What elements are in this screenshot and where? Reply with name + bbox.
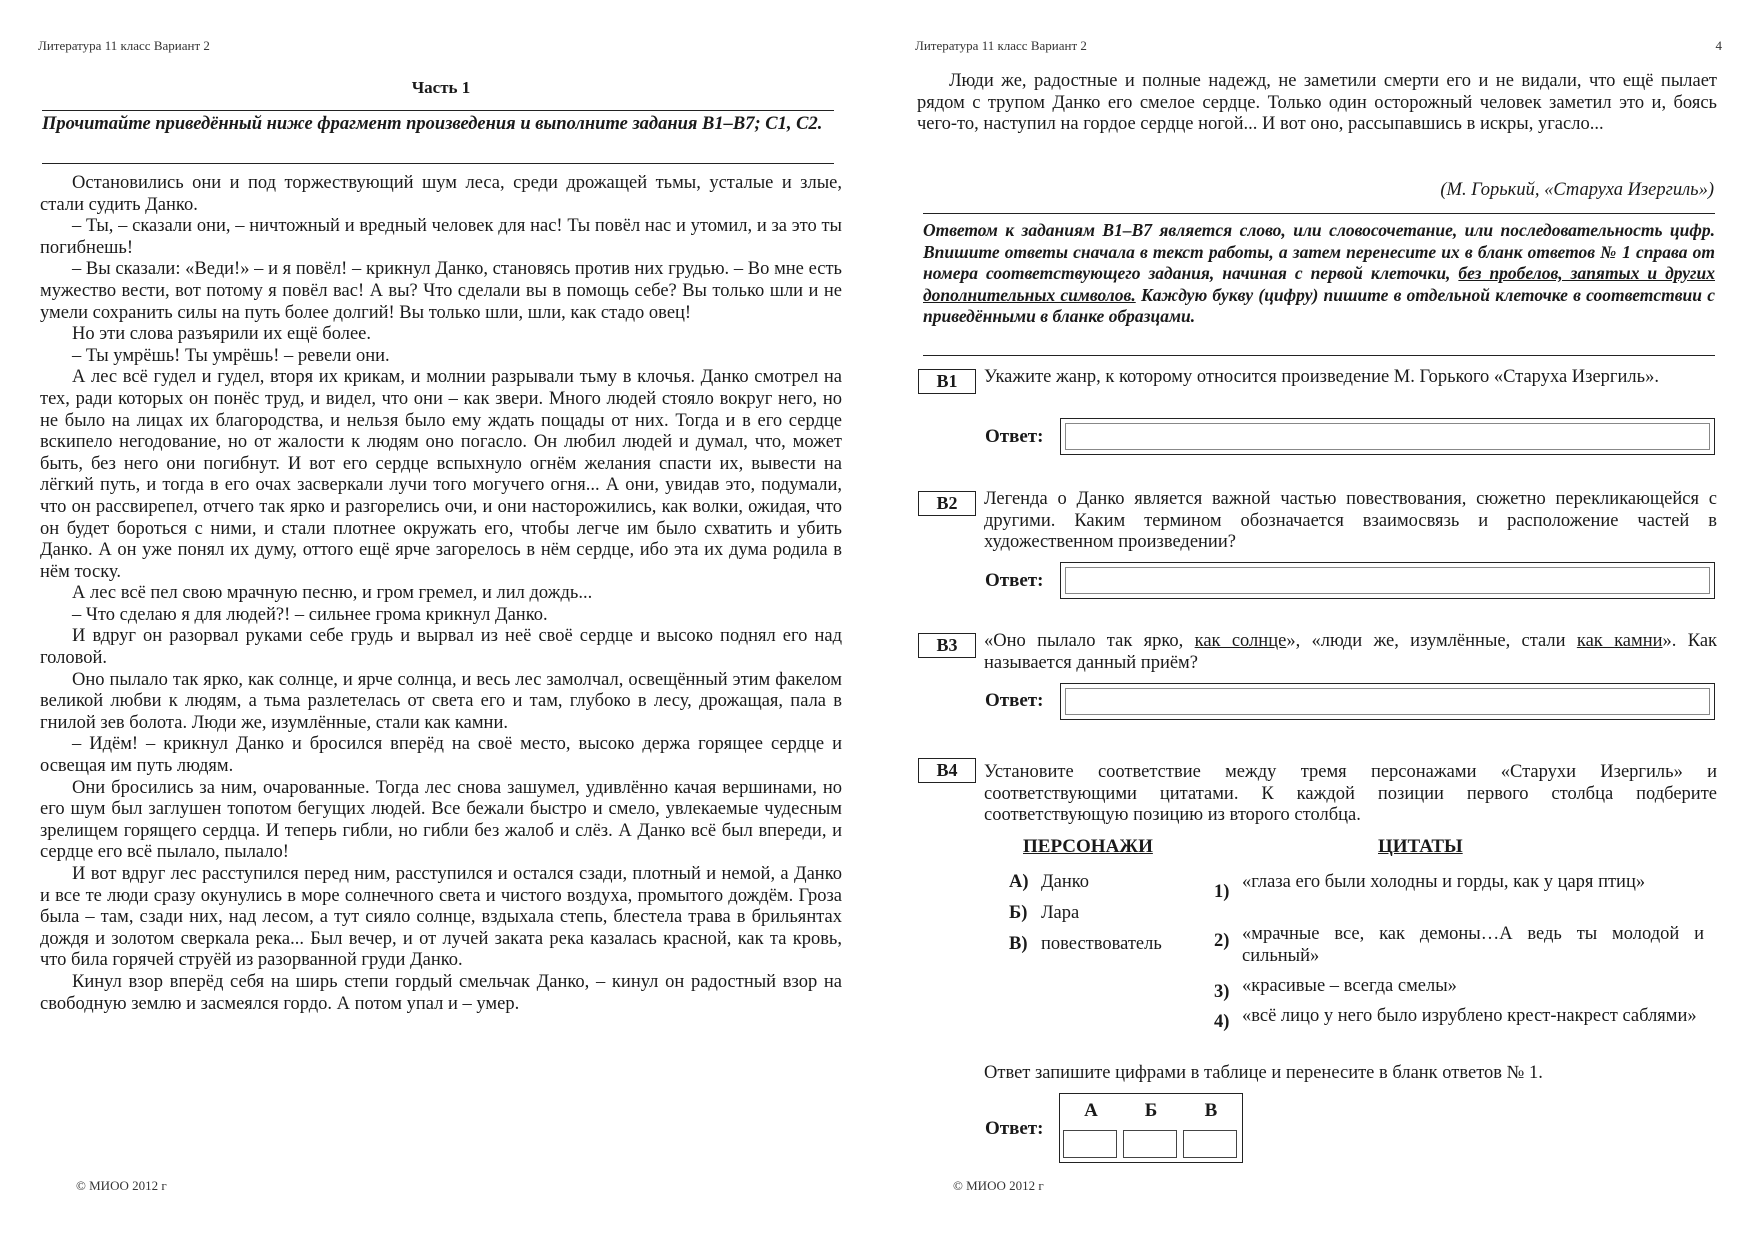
answer-field-b2[interactable] (1060, 562, 1715, 599)
answer-label-b4: Ответ: (985, 1118, 1044, 1139)
instruction-text: Каждую букву (цифру) пишите в отдельной клеточке в соответствии с приведёнными в бланке образцами. (923, 284, 1715, 326)
characters-header: ПЕРСОНАЖИ (1023, 836, 1153, 857)
text-paragraph: Но эти слова разъярили их ещё более. (72, 324, 372, 345)
text-paragraph: – Ты умрёшь! Ты умрёшь! – ревели они. (72, 345, 390, 366)
quote-highlight: как камни (1576, 631, 1663, 651)
page-number: 4 (1715, 38, 1722, 53)
question-label-b4: B4 (918, 758, 976, 783)
instruction-emphasis: без пробелов, запятых и других дополнительных символов. (923, 263, 1716, 305)
quote-text: «глаза его были холодны и горды, как у царя птиц» (1242, 872, 1646, 892)
question-text: «Оно пылало так ярко, (984, 631, 1195, 651)
character-marker: А) (1009, 872, 1029, 892)
page-footer: © МИОО 2012 г (953, 1178, 1044, 1193)
page-footer: © МИОО 2012 г (76, 1178, 167, 1193)
text-paragraph: А лес всё гудел и гудел, вторя их крикам, и молнии разрывали тьму в клочья. Данко смотрел на тех, ради которых он понёс труд, и видел, что они – как звери. Много людей стояло вокруг него, но не было на лицах их благородства, и нельзя было ему ждать пощады от них. Тогда и в его сердце вскипело негодование, но от жалости к людям оно погасло. Он любил людей и думал, что, может быть, без него они погибнут. И вот его сердце вспыхнуло огнём желания спасти их, вывести на лёгкий путь, и тогда в его очах засверкали лучи того могучего огня... А они, увидав это, подумали, что он рассвирепел, отчего так ярко и разгорелись очи, и они насторожились, как волки, ожидая, что он будет бороться с ними, и стали плотнее окружать его, чтобы легче им было схватить и убить Данко. А он уже понял их думу, оттого ещё ярче загорелось в нём сердце, ибо эта их дума родила в нём тоску. (40, 367, 842, 582)
character-item (1009, 934, 1162, 956)
text-paragraph: И вот вдруг лес расступился перед ним, расступился и остался сзади, плотный и немой, а Данко и все те люди сразу окунулись в море солнечного света и чистого воздуха, промытого дождём. Гроза была – там, сзади них, над лесом, а тут сияло солнце, вздыхала степь, блестела трава в брильянтах дождя и золотом сверкала река... Был вечер, и от лучей заката река казалась красной, как та кровь, что била горячей струёй из разорванной груди Данко. (40, 864, 842, 971)
table-header: В (1204, 1100, 1218, 1121)
divider (923, 213, 1715, 214)
character-name: Лара (1041, 903, 1080, 923)
literary-text (40, 173, 842, 1015)
quote-number: 1) (1214, 882, 1230, 902)
question-text: », «люди же, изумлённые, стали (1286, 631, 1577, 651)
text-paragraph: – Вы сказали: «Веди!» – и я повёл! – крикнул Данко, становясь против них грудью. – Во мне есть мужество вести, вот потому я повёл вас! А вы? Что сделали вы в помощь себе? Вы только шли и не умели сохранить силы на путь более долгий! Вы только шли, шли, как стадо овец! (40, 259, 842, 323)
answer-label-b2: Ответ: (985, 570, 1044, 591)
text-paragraph: Кинул взор вперёд себя на ширь степи гордый смельчак Данко, – кинул он радостный взор на свободную землю и засмеялся гордо. А потом упал и – умер. (40, 971, 842, 1014)
divider (923, 355, 1715, 356)
page-header: Литература 11 класс Вариант 2 (38, 38, 210, 53)
character-marker: Б) (1009, 903, 1028, 923)
question-text-b2: Легенда о Данко является важной частью повествования, сюжетно перекликающейся с другими. Каким термином обозначается взаимосвязь и расположение частей в художественном произведении? (984, 489, 1717, 553)
divider (42, 110, 834, 111)
question-label-b3: B3 (918, 633, 976, 658)
task-instruction: Прочитайте приведённый ниже фрагмент произведения и выполните задания B1–B7; C1, C2. (42, 114, 823, 134)
text-paragraph: Они бросились за ним, очарованные. Тогда лес снова зашумел, удивлённо качая вершинами, но его шум был заглушен топотом бегущих людей. Все бежали быстро и смело, увлекаемые чудесным зрелищем горящего сердца. И теперь гибли, но гибли без жалоб и слёз. А Данко всё был впереди, и сердце его всё пылало, пылало! (40, 777, 842, 863)
text-paragraph: Остановились они и под торжествующий шум леса, среди дрожащей тьмы, усталые и злые, стали судить Данко. (40, 173, 842, 215)
character-name: повествователь (1041, 934, 1162, 954)
text-paragraph: Оно пылало так ярко, как солнце, и ярче солнца, и весь лес замолчал, освещённый этим факелом великой любви к людям, а тьма разлетелась от света его и там, глубоко в лесу, дрожащая, пала в гнилой зев болота. Люди же, изумлённые, стали как камни. (40, 669, 842, 733)
character-marker: В) (1009, 934, 1028, 954)
answer-label-b1: Ответ: (985, 426, 1044, 447)
answer-field-b3[interactable] (1060, 683, 1715, 720)
text-paragraph: – Что сделаю я для людей?! – сильнее грома крикнул Данко. (72, 604, 548, 625)
text-paragraph: А лес всё пел свою мрачную песню, и гром гремел, и лил дождь... (72, 583, 593, 604)
attribution: (М. Горький, «Старуха Изергиль») (1440, 180, 1714, 200)
page-header: Литература 11 класс Вариант 2 (915, 38, 1087, 53)
question-text: ». Как называется данный приём? (984, 631, 1718, 673)
quote-text: «красивые – всегда смелы» (1242, 976, 1457, 996)
right-page (877, 0, 1754, 1239)
quote-number: 2) (1214, 931, 1230, 951)
question-label-b1: B1 (918, 369, 976, 394)
question-text-b4: Установите соответствие между тремя персонажами «Старухи Изергиль» и соответствующими цитатами. К каждой позиции первого столбца подберите соответствующую позицию из второго столбца. (984, 762, 1717, 826)
answer-cell-a[interactable] (1063, 1130, 1117, 1158)
table-header: Б (1144, 1100, 1158, 1121)
answer-cell-b[interactable] (1123, 1130, 1177, 1158)
answer-field-b1[interactable] (1060, 418, 1715, 455)
part-title: Часть 1 (411, 78, 471, 97)
text-paragraph: – Ты, – сказали они, – ничтожный и вредный человек для нас! Ты повёл нас и утомил, и за это ты погибнешь! (40, 216, 842, 258)
quote-text: «всё лицо у него было изрублено крест-накрест саблями» (1242, 1006, 1697, 1026)
divider (42, 163, 834, 164)
quote-number: 4) (1214, 1012, 1230, 1032)
quote-text: «мрачные все, как демоны…А ведь ты молодой и сильный» (1242, 924, 1704, 966)
answer-table-b4 (1059, 1093, 1243, 1163)
question-label-b2: B2 (918, 491, 976, 516)
character-name: Данко (1041, 872, 1090, 892)
answer-instruction (923, 220, 1715, 328)
question-text-b3 (984, 631, 1717, 674)
answer-cell-v[interactable] (1183, 1130, 1237, 1158)
instruction-text: Ответом к заданиям B1–B7 является слово, или словосочетание, или последовательность цифр. Впишите ответы сначала в текст работы, а затем перенесите их в бланк ответов № 1 справа от номера соответствующего задания, начиная с первой клеточки, (923, 220, 1715, 283)
text-paragraph: И вдруг он разорвал руками себе грудь и вырвал из неё своё сердце и высоко поднял его над головой. (40, 626, 842, 669)
character-item (1009, 903, 1079, 925)
quote-highlight: как солнце (1194, 631, 1287, 651)
text-paragraph: – Идём! – крикнул Данко и бросился вперёд на своё место, высоко держа горящее сердце и освещая им путь людям. (40, 734, 842, 777)
quotes-header: ЦИТАТЫ (1378, 836, 1463, 857)
final-instruction: Ответ запишите цифрами в таблице и перенесите в бланк ответов № 1. (984, 1063, 1543, 1083)
question-text-b1: Укажите жанр, к которому относится произведение М. Горького «Старуха Изергиль». (984, 367, 1659, 387)
answer-label-b3: Ответ: (985, 690, 1044, 711)
table-header: А (1084, 1100, 1098, 1121)
continued-text: Люди же, радостные и полные надежд, не заметили смерти его и не видали, что ещё пылает рядом с трупом Данко его смелое сердце. Только один осторожный человек заметил это и, боясь чего-то, наступил на гордое сердце ногой... И вот оно, рассыпавшись в искры, угасло... (917, 71, 1717, 135)
character-item (1009, 872, 1089, 894)
quote-number: 3) (1214, 982, 1230, 1002)
